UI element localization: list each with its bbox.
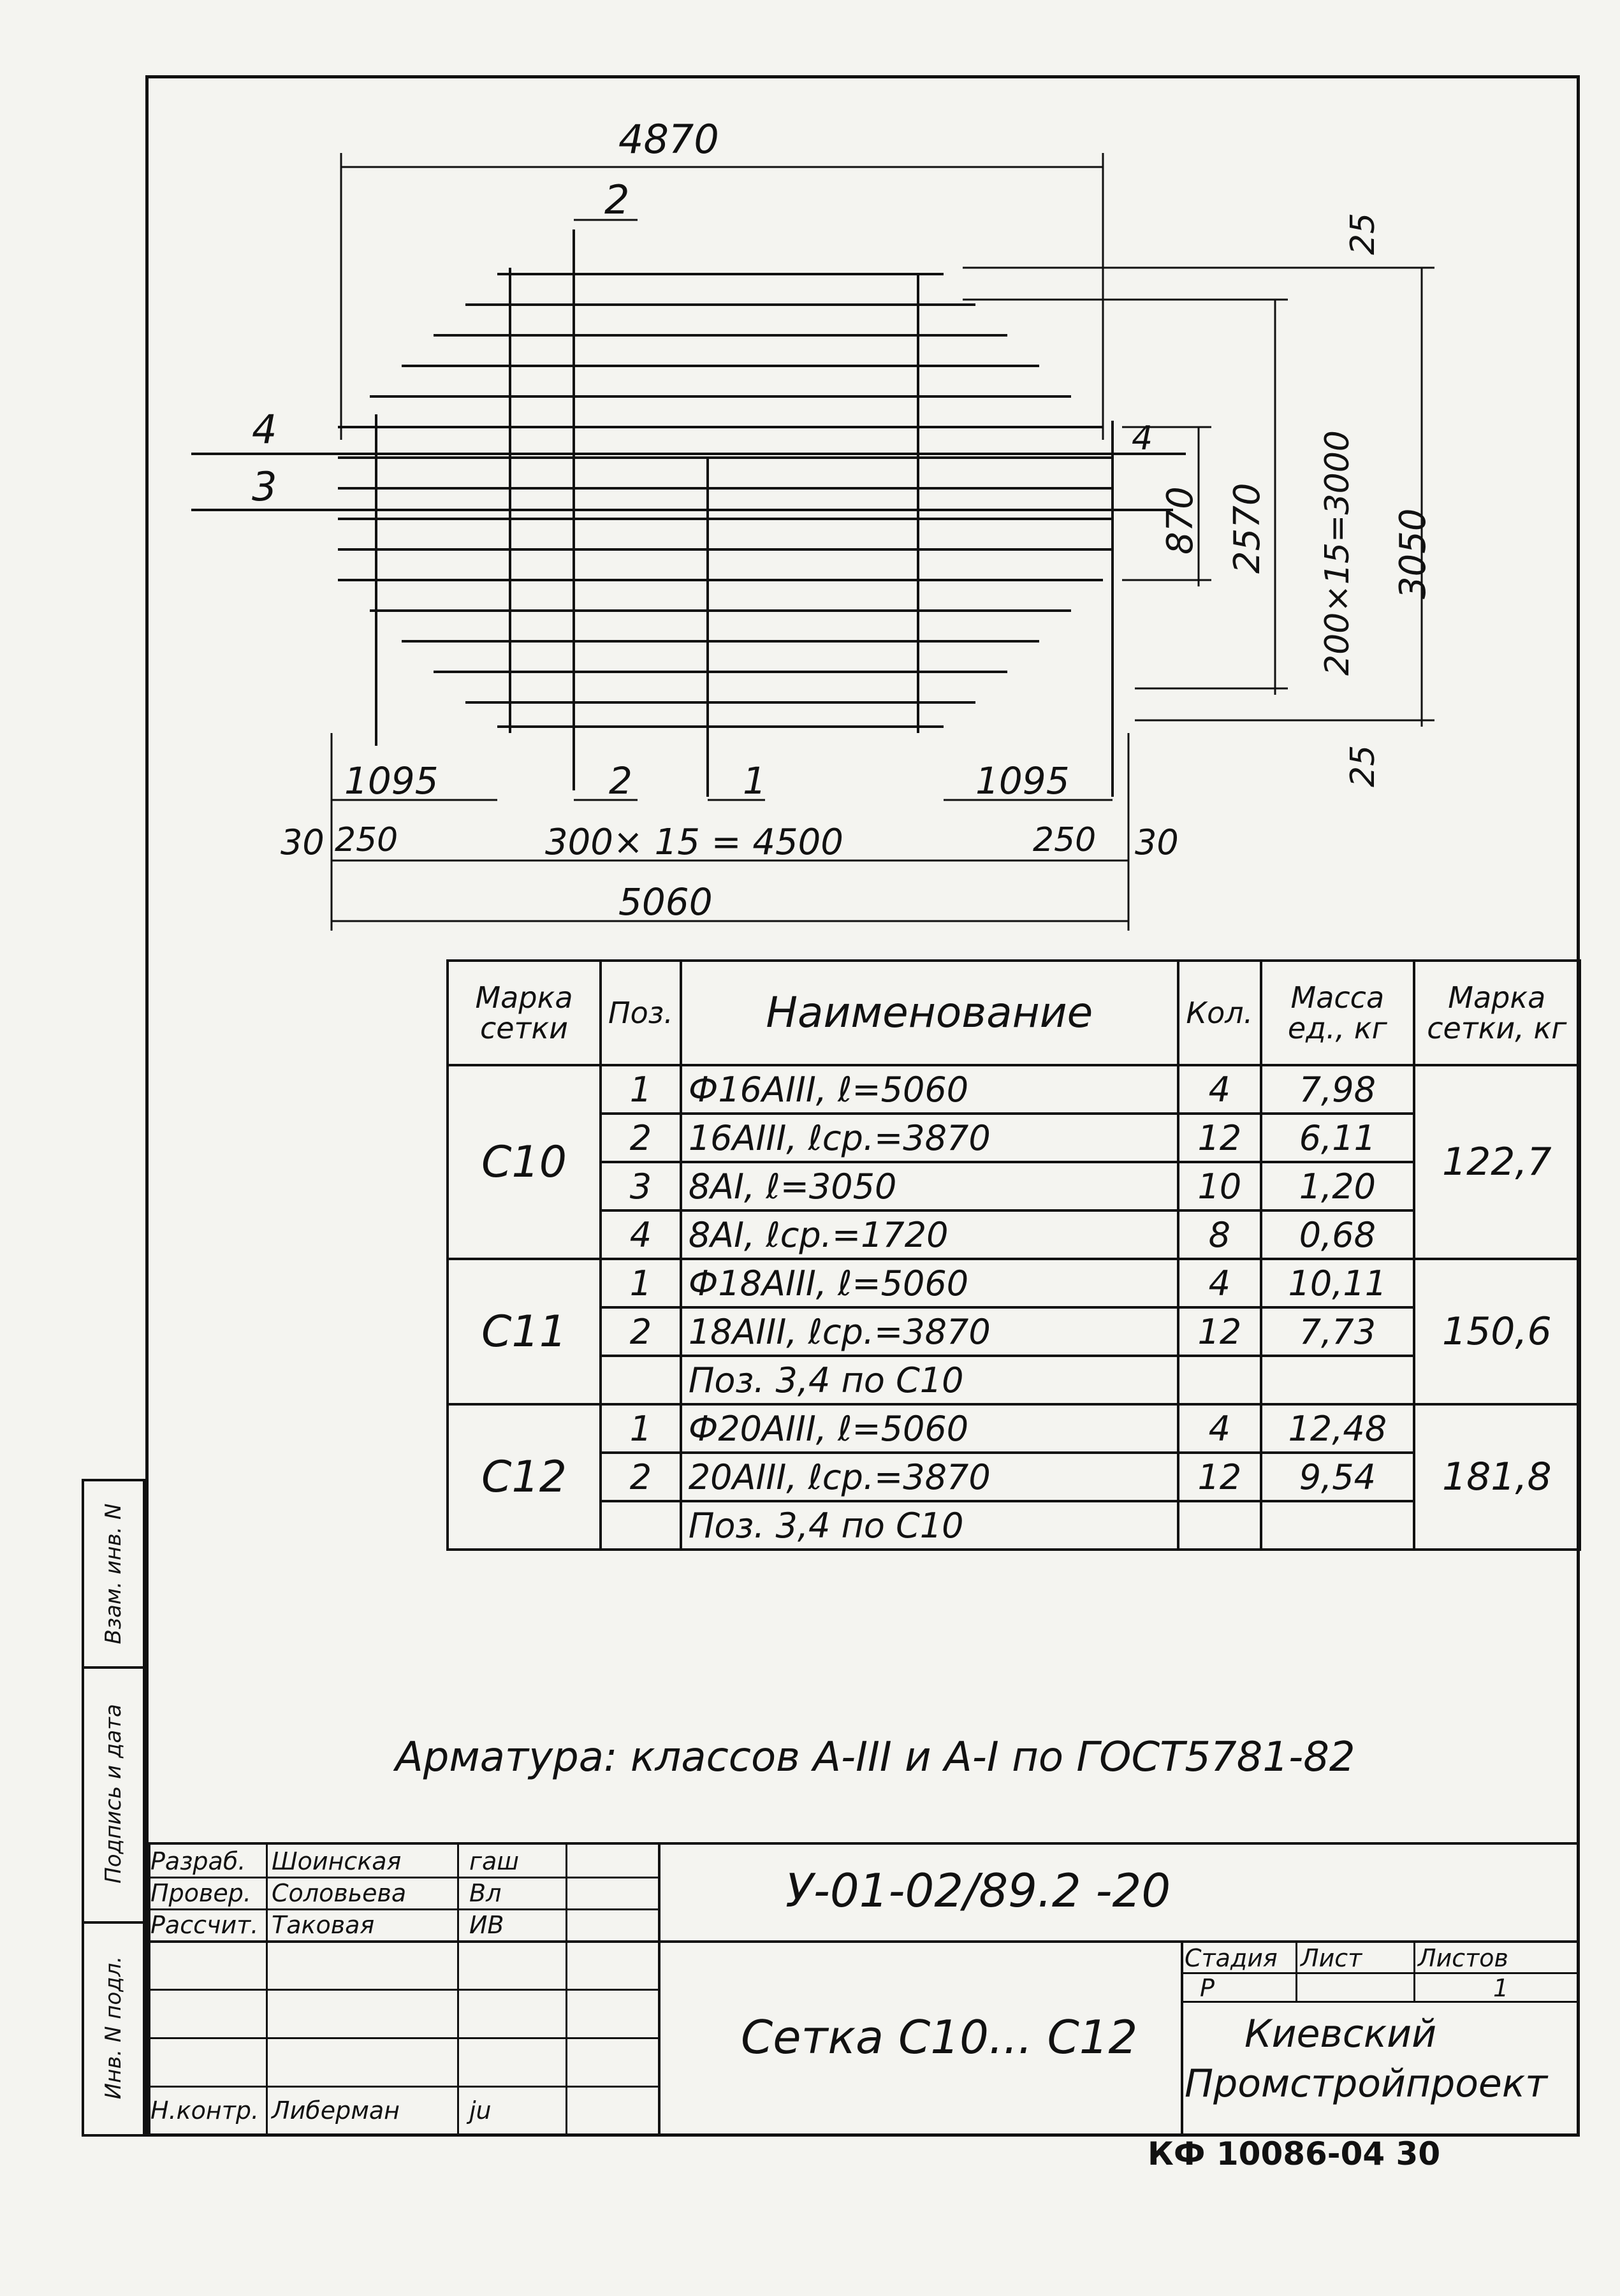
row-mass	[1261, 1501, 1414, 1550]
specification-table	[446, 959, 1581, 1551]
row-name: Ф16АIII, ℓ=5060	[681, 1065, 1178, 1114]
table-row	[448, 1356, 1580, 1404]
sheets-label: Листов	[1418, 1944, 1508, 1972]
row-pos: 3	[601, 1162, 681, 1210]
row-qty	[1178, 1501, 1261, 1550]
archive-code: КФ 10086-04 30	[1148, 2135, 1441, 2172]
header-name: Наименование	[681, 961, 1178, 1065]
table-row	[448, 1307, 1580, 1356]
mesh-total-c10: 122,7	[1414, 1065, 1580, 1259]
role-signature: гаш	[469, 1847, 520, 1875]
side-cell-inv-orig	[84, 1921, 143, 2134]
section-2-top: 2	[604, 177, 630, 223]
table-row	[448, 1065, 1580, 1114]
section-4-left: 4	[252, 406, 277, 453]
dim-overall-top: 4870	[618, 116, 719, 163]
dimension-lines	[332, 153, 1434, 931]
role-name: Соловьева	[272, 1879, 407, 1907]
mesh-mark-c10: С10	[448, 1065, 601, 1259]
mesh-total-c12: 181,8	[1414, 1404, 1580, 1550]
table-row	[448, 1162, 1580, 1210]
row-pos	[601, 1356, 681, 1404]
dim-870: 870	[1160, 486, 1201, 555]
table-row	[448, 1453, 1580, 1501]
row-pos	[601, 1501, 681, 1550]
row-mass: 1,20	[1261, 1162, 1414, 1210]
header-pos: Поз.	[601, 961, 681, 1065]
row-pos: 2	[601, 1307, 681, 1356]
dim-200x15: 200×15=3000	[1318, 430, 1357, 676]
row-name: 18АIII, ℓср.=3870	[681, 1307, 1178, 1356]
row-qty: 4	[1178, 1259, 1261, 1307]
header-mass: Масса ед., кг	[1261, 961, 1414, 1065]
table-row	[448, 1404, 1580, 1453]
dim-25-top: 25	[1344, 212, 1382, 255]
section-3-left: 3	[252, 463, 277, 510]
row-qty: 12	[1178, 1114, 1261, 1162]
drawing-title: Сетка С10... С12	[741, 2010, 1138, 2064]
row-qty: 12	[1178, 1453, 1261, 1501]
dim-250-left: 250	[335, 821, 398, 859]
organization-line-1: Киевский	[1244, 2012, 1437, 2056]
header-qty: Кол.	[1178, 961, 1261, 1065]
row-mass: 0,68	[1261, 1210, 1414, 1259]
side-stamp	[82, 1479, 145, 2137]
row-pos: 2	[601, 1114, 681, 1162]
row-name: Поз. 3,4 по С10	[681, 1356, 1178, 1404]
table-row	[448, 1501, 1580, 1550]
row-qty	[1178, 1356, 1261, 1404]
dim-25-bottom: 25	[1344, 745, 1382, 787]
side-label-sign-date: Подпись и дата	[101, 1704, 126, 1884]
role-label: Н.контр.	[150, 2096, 259, 2125]
row-pos: 4	[601, 1210, 681, 1259]
side-label-inv-orig: Инв. N подл.	[101, 1956, 126, 2100]
side-cell-inv-dup	[84, 1481, 143, 1669]
document-code: У-01-02/89.2 -20	[785, 1864, 1171, 1917]
row-pos: 2	[601, 1453, 681, 1501]
mesh-mark-c12: С12	[448, 1404, 601, 1550]
row-pos: 1	[601, 1404, 681, 1453]
row-qty: 8	[1178, 1210, 1261, 1259]
stage-label: Стадия	[1185, 1944, 1278, 1972]
row-mass: 9,54	[1261, 1453, 1414, 1501]
sheet-label: Лист	[1301, 1944, 1362, 1972]
row-mass: 10,11	[1261, 1259, 1414, 1307]
section-2-bottom: 2	[609, 759, 632, 803]
table-row	[448, 1114, 1580, 1162]
title-block	[145, 1842, 1580, 2137]
row-mass: 6,11	[1261, 1114, 1414, 1162]
row-mass	[1261, 1356, 1414, 1404]
dim-300x15: 300× 15 = 4500	[545, 822, 843, 863]
row-qty: 4	[1178, 1065, 1261, 1114]
row-name: 8АI, ℓср.=1720	[681, 1210, 1178, 1259]
dim-1095-left: 1095	[344, 759, 439, 803]
role-signature: Вл	[469, 1879, 502, 1907]
row-name: Поз. 3,4 по С10	[681, 1501, 1178, 1550]
dim-2570: 2570	[1227, 483, 1268, 574]
row-name: 20АIII, ℓср.=3870	[681, 1453, 1178, 1501]
section-1-bottom: 1	[743, 759, 766, 803]
mesh-drawing	[0, 0, 1620, 956]
stage-value: Р	[1200, 1974, 1215, 2002]
row-qty: 4	[1178, 1404, 1261, 1453]
spec-header-row	[448, 961, 1580, 1065]
row-name: Ф18АIII, ℓ=5060	[681, 1259, 1178, 1307]
sheets-value: 1	[1493, 1974, 1509, 2002]
role-name: Таковая	[272, 1911, 375, 1939]
side-cell-sign-date	[84, 1666, 143, 1924]
row-name: 16АIII, ℓср.=3870	[681, 1114, 1178, 1162]
role-name: Либерман	[272, 2096, 400, 2125]
role-label: Разраб.	[150, 1847, 246, 1875]
dim-30-left: 30	[281, 822, 325, 862]
dim-overall-bottom: 5060	[618, 880, 713, 924]
section-4-right: 4	[1132, 419, 1153, 458]
row-qty: 10	[1178, 1162, 1261, 1210]
role-signature: ИВ	[469, 1911, 504, 1939]
row-mass: 7,73	[1261, 1307, 1414, 1356]
row-pos: 1	[601, 1259, 681, 1307]
dim-3050: 3050	[1392, 508, 1434, 599]
organization-line-2: Промстройпроект	[1185, 2061, 1548, 2106]
dim-30-right: 30	[1135, 822, 1179, 862]
header-mark: Марка сетки	[448, 961, 601, 1065]
role-label: Рассчит.	[150, 1911, 259, 1939]
dim-1095-right: 1095	[975, 759, 1070, 803]
side-label-inv-dup: Взам. инв. N	[101, 1503, 126, 1645]
mesh-mark-c11: С11	[448, 1259, 601, 1404]
row-name: Ф20АIII, ℓ=5060	[681, 1404, 1178, 1453]
row-pos: 1	[601, 1065, 681, 1114]
role-label: Провер.	[150, 1879, 251, 1907]
reinforcement-note: Арматура: классов А-III и А-I по ГОСТ5781-82	[395, 1734, 1355, 1781]
row-mass: 12,48	[1261, 1404, 1414, 1453]
mesh-total-c11: 150,6	[1414, 1259, 1580, 1404]
row-mass: 7,98	[1261, 1065, 1414, 1114]
role-name: Шоинская	[272, 1847, 402, 1875]
table-row	[448, 1210, 1580, 1259]
dim-250-right: 250	[1033, 821, 1097, 859]
header-total: Марка сетки, кг	[1414, 961, 1580, 1065]
table-row	[448, 1259, 1580, 1307]
row-qty: 12	[1178, 1307, 1261, 1356]
role-signature: ju	[469, 2096, 492, 2125]
row-name: 8АI, ℓ=3050	[681, 1162, 1178, 1210]
